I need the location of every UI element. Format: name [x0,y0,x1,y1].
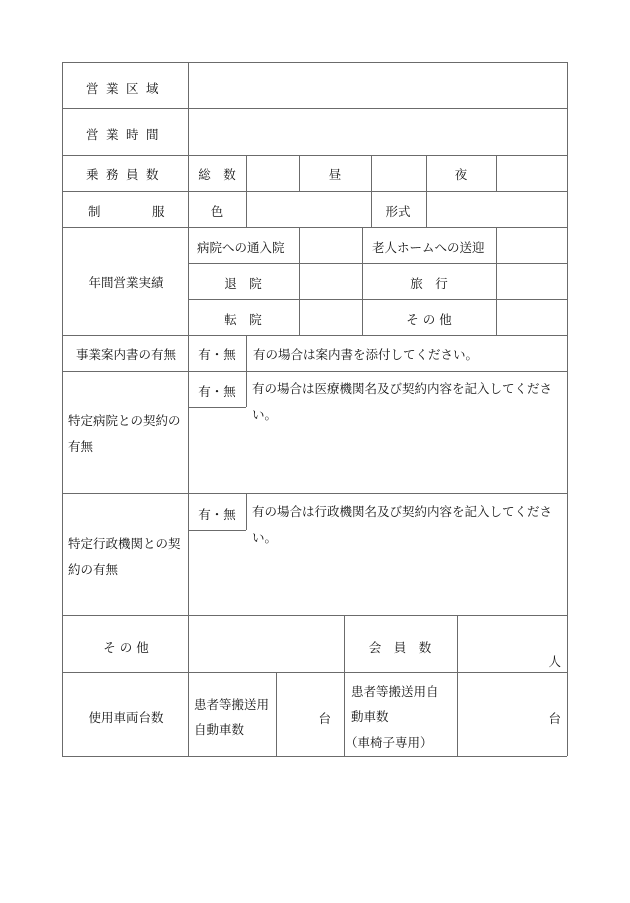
other-label: そ の 他 [103,640,149,655]
crew-total-label: 総 数 [198,167,236,182]
row-divider [62,493,567,494]
row-divider [62,371,567,372]
travel-label: 旅 行 [410,276,448,291]
regular-vehicles-unit: 台 [318,711,331,726]
discharge-field[interactable] [301,265,361,298]
hospital-contract-note: 有の場合は医療機関名及び契約内容を記入してください。 [252,381,553,422]
other-field[interactable] [190,617,343,671]
other-divider [457,615,458,756]
business-area-label: 営業区域 [85,81,167,96]
yes-no-divider [246,493,247,530]
crew-day-field[interactable] [373,157,425,190]
vehicle-divider [276,672,277,756]
uniform-label-left: 制 [88,204,101,219]
regular-vehicles-label-line2: 自動車数 [194,722,245,737]
nursing-home-field[interactable] [498,229,566,262]
wheelchair-vehicles-label-line3: （車椅子専用） [345,735,433,750]
yes-no-box-bottom [188,407,246,408]
members-label: 会 員 数 [368,640,432,655]
uniform-style-label: 形式 [385,204,411,219]
row-divider [62,672,567,673]
uniform-divider [426,191,427,227]
yes-no-divider [246,335,247,371]
wheelchair-vehicles-unit: 台 [548,711,561,726]
uniform-color-label: 色 [210,204,224,219]
regular-vehicles-field[interactable] [278,674,343,755]
record-divider [496,227,497,335]
hospital-contract-label-line1: 特定病院との契約の [68,413,181,428]
row-divider [62,615,567,616]
business-hours-field[interactable] [190,110,566,154]
border-left [62,62,63,756]
row-divider [188,263,567,264]
row-divider [62,227,567,228]
brochure-note: 有の場合は案内書を添付してください。 [253,347,479,362]
border-top [62,62,567,63]
admin-contract-note: 有の場合は行政機関名及び契約内容を記入してください。 [252,504,553,545]
admin-contract-details-field[interactable] [190,553,566,614]
discharge-label: 退 院 [224,276,262,291]
regular-vehicles-label-line1: 患者等搬送用 [194,697,270,712]
crew-divider [299,155,300,191]
annual-record-label: 年間営業実績 [88,275,164,290]
business-area-field[interactable] [190,64,566,107]
record-other-field[interactable] [498,301,566,334]
uniform-divider [246,191,247,227]
crew-day-label: 昼 [328,167,342,182]
hospital-visits-field[interactable] [301,229,361,262]
wheelchair-vehicles-label-line1: 患者等搬送用自 [351,684,439,699]
row-divider [62,335,567,336]
brochure-label: 事業案内書の有無 [75,347,177,362]
nursing-home-label: 老人ホームへの送迎 [372,240,485,255]
admin-contract-label-line1: 特定行政機関との契 [68,536,181,551]
admin-contract-label-line2: 約の有無 [68,562,119,577]
hospital-contract-yes-no[interactable]: 有・無 [198,384,236,399]
transfer-field[interactable] [301,301,361,334]
uniform-label-right: 服 [152,204,165,219]
crew-divider [496,155,497,191]
travel-field[interactable] [498,265,566,298]
crew-night-label: 夜 [454,167,468,182]
uniform-divider [371,191,372,227]
crew-divider [246,155,247,191]
record-divider [299,227,300,335]
wheelchair-vehicles-label-line2: 動車数 [351,709,389,724]
crew-divider [426,155,427,191]
admin-contract-yes-no[interactable]: 有・無 [198,507,236,522]
hospital-contract-label-line2: 有無 [68,439,94,454]
record-divider [362,227,363,335]
hospital-contract-details-field[interactable] [190,430,566,492]
label-column-divider [188,62,189,756]
vehicles-label: 使用車両台数 [88,710,164,725]
row-divider [62,108,567,109]
crew-label: 乗務員数 [85,167,167,182]
members-unit: 人 [548,654,561,669]
brochure-yes-no[interactable]: 有・無 [198,347,236,362]
yes-no-box-bottom [188,530,246,531]
row-divider [62,155,567,156]
uniform-color-field[interactable] [248,193,370,226]
crew-total-field[interactable] [248,157,298,190]
crew-night-field[interactable] [498,157,566,190]
transfer-label: 転 院 [224,312,262,327]
uniform-style-field[interactable] [428,193,566,226]
row-divider [188,299,567,300]
hospital-visits-label: 病院への通入院 [197,240,285,255]
border-bottom [62,756,567,757]
record-other-label: そ の 他 [406,312,452,327]
border-right [567,62,568,756]
yes-no-divider [246,371,247,407]
business-hours-label: 営業時間 [85,127,167,142]
row-divider [62,191,567,192]
crew-divider [371,155,372,191]
